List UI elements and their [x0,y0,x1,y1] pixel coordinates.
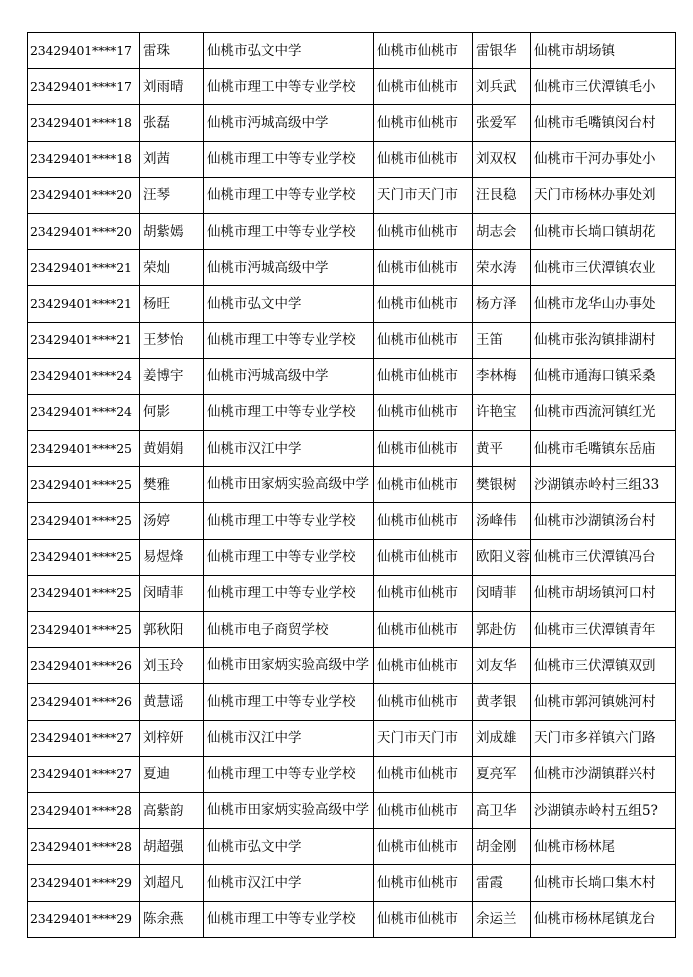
table-row [28,431,676,467]
student-id-cell: 23429401****27 [28,756,140,792]
student-name-cell: 姜博宇 [140,358,204,394]
student-id-cell: 23429401****25 [28,575,140,611]
table-row [28,612,676,648]
table-row [28,539,676,575]
address-cell: 仙桃市长埫口镇胡花 [531,213,676,249]
student-name-cell: 高紫韵 [140,792,204,828]
school-cell: 仙桃市汉江中学 [204,720,374,756]
student-id-cell: 23429401****29 [28,901,140,937]
student-id-cell: 23429401****25 [28,612,140,648]
address-cell: 仙桃市杨林尾 [531,829,676,865]
guardian-cell: 许艳宝 [473,394,531,430]
address-cell: 仙桃市三伏潭镇毛小 [531,69,676,105]
region-cell: 仙桃市仙桃市 [374,358,473,394]
guardian-cell: 王笛 [473,322,531,358]
table-row [28,865,676,901]
school-cell: 仙桃市沔城高级中学 [204,105,374,141]
student-id-cell: 23429401****25 [28,503,140,539]
school-cell: 仙桃市理工中等专业学校 [204,394,374,430]
table-row [28,322,676,358]
guardian-cell: 郭赴仿 [473,612,531,648]
student-id-cell: 23429401****17 [28,33,140,69]
region-cell: 仙桃市仙桃市 [374,539,473,575]
address-cell: 仙桃市胡场镇河口村 [531,575,676,611]
address-cell: 仙桃市龙华山办事处 [531,286,676,322]
guardian-cell: 荣水涛 [473,250,531,286]
address-cell: 仙桃市杨林尾镇龙台 [531,901,676,937]
guardian-cell: 雷霞 [473,865,531,901]
region-cell: 仙桃市仙桃市 [374,141,473,177]
student-name-cell: 汪琴 [140,177,204,213]
student-name-cell: 刘雨晴 [140,69,204,105]
guardian-cell: 汤峰伟 [473,503,531,539]
student-name-cell: 刘超凡 [140,865,204,901]
student-id-cell: 23429401****26 [28,648,140,684]
school-cell: 仙桃市理工中等专业学校 [204,141,374,177]
region-cell: 天门市天门市 [374,720,473,756]
table-row [28,575,676,611]
student-id-cell: 23429401****21 [28,322,140,358]
school-cell: 仙桃市汉江中学 [204,865,374,901]
student-id-cell: 23429401****18 [28,105,140,141]
school-cell: 仙桃市田家炳实验高级中学 [204,467,374,503]
student-id-cell: 23429401****21 [28,250,140,286]
region-cell: 仙桃市仙桃市 [374,213,473,249]
region-cell: 仙桃市仙桃市 [374,250,473,286]
table-row [28,901,676,937]
school-cell: 仙桃市理工中等专业学校 [204,575,374,611]
guardian-cell: 余运兰 [473,901,531,937]
guardian-cell: 刘双权 [473,141,531,177]
student-id-cell: 23429401****18 [28,141,140,177]
school-cell: 仙桃市弘文中学 [204,33,374,69]
table-row [28,648,676,684]
student-name-cell: 雷珠 [140,33,204,69]
guardian-cell: 刘友华 [473,648,531,684]
guardian-cell: 欧阳义蓉 [473,539,531,575]
student-name-cell: 胡超强 [140,829,204,865]
guardian-cell: 闵晴菲 [473,575,531,611]
address-cell: 仙桃市张沟镇排湖村 [531,322,676,358]
region-cell: 仙桃市仙桃市 [374,394,473,430]
school-cell: 仙桃市理工中等专业学校 [204,213,374,249]
student-name-cell: 夏迪 [140,756,204,792]
student-id-cell: 23429401****20 [28,213,140,249]
school-cell: 仙桃市弘文中学 [204,829,374,865]
address-cell: 仙桃市三伏潭镇冯台 [531,539,676,575]
region-cell: 仙桃市仙桃市 [374,648,473,684]
region-cell: 仙桃市仙桃市 [374,286,473,322]
region-cell: 仙桃市仙桃市 [374,69,473,105]
school-cell: 仙桃市沔城高级中学 [204,250,374,286]
student-id-cell: 23429401****27 [28,720,140,756]
student-id-cell: 23429401****26 [28,684,140,720]
region-cell: 仙桃市仙桃市 [374,865,473,901]
school-cell: 仙桃市沔城高级中学 [204,358,374,394]
region-cell: 仙桃市仙桃市 [374,575,473,611]
region-cell: 仙桃市仙桃市 [374,105,473,141]
student-name-cell: 杨旺 [140,286,204,322]
guardian-cell: 张爱军 [473,105,531,141]
address-cell: 沙湖镇赤岭村三组33 [531,467,676,503]
guardian-cell: 雷银华 [473,33,531,69]
student-name-cell: 闵晴菲 [140,575,204,611]
region-cell: 仙桃市仙桃市 [374,829,473,865]
student-id-cell: 23429401****20 [28,177,140,213]
school-cell: 仙桃市电子商贸学校 [204,612,374,648]
address-cell: 仙桃市三伏潭镇农业 [531,250,676,286]
address-cell: 仙桃市胡场镇 [531,33,676,69]
region-cell: 仙桃市仙桃市 [374,792,473,828]
guardian-cell: 黄孝银 [473,684,531,720]
school-cell: 仙桃市汉江中学 [204,431,374,467]
region-cell: 仙桃市仙桃市 [374,322,473,358]
guardian-cell: 李林梅 [473,358,531,394]
address-cell: 仙桃市干河办事处小 [531,141,676,177]
student-id-cell: 23429401****28 [28,829,140,865]
table-row [28,467,676,503]
student-id-cell: 23429401****25 [28,539,140,575]
address-cell: 仙桃市通海口镇采桑 [531,358,676,394]
school-cell: 仙桃市理工中等专业学校 [204,756,374,792]
student-id-cell: 23429401****24 [28,358,140,394]
region-cell: 仙桃市仙桃市 [374,33,473,69]
student-name-cell: 何影 [140,394,204,430]
student-name-cell: 黄娟娟 [140,431,204,467]
address-cell: 天门市多祥镇六门路 [531,720,676,756]
region-cell: 天门市天门市 [374,177,473,213]
region-cell: 仙桃市仙桃市 [374,467,473,503]
region-cell: 仙桃市仙桃市 [374,684,473,720]
table-row [28,286,676,322]
table-row [28,141,676,177]
table-body [28,33,676,938]
table-row [28,756,676,792]
region-cell: 仙桃市仙桃市 [374,612,473,648]
table-row [28,250,676,286]
address-cell: 仙桃市沙湖镇群兴村 [531,756,676,792]
table-row [28,503,676,539]
student-id-cell: 23429401****25 [28,467,140,503]
address-cell: 仙桃市毛嘴镇东岳庙 [531,431,676,467]
table-row [28,69,676,105]
student-id-cell: 23429401****17 [28,69,140,105]
guardian-cell: 汪艮稳 [473,177,531,213]
address-cell: 仙桃市三伏潭镇青年 [531,612,676,648]
school-cell: 仙桃市田家炳实验高级中学 [204,648,374,684]
region-cell: 仙桃市仙桃市 [374,503,473,539]
student-name-cell: 张磊 [140,105,204,141]
table-row [28,792,676,828]
student-name-cell: 陈余燕 [140,901,204,937]
student-name-cell: 胡紫嫣 [140,213,204,249]
student-id-cell: 23429401****21 [28,286,140,322]
school-cell: 仙桃市田家炳实验高级中学 [204,792,374,828]
school-cell: 仙桃市理工中等专业学校 [204,539,374,575]
guardian-cell: 刘兵武 [473,69,531,105]
school-cell: 仙桃市理工中等专业学校 [204,322,374,358]
table-row [28,684,676,720]
student-name-cell: 樊雅 [140,467,204,503]
student-name-cell: 刘茜 [140,141,204,177]
address-cell: 仙桃市郭河镇姚河村 [531,684,676,720]
guardian-cell: 胡志会 [473,213,531,249]
school-cell: 仙桃市理工中等专业学校 [204,69,374,105]
school-cell: 仙桃市理工中等专业学校 [204,684,374,720]
region-cell: 仙桃市仙桃市 [374,756,473,792]
school-cell: 仙桃市理工中等专业学校 [204,177,374,213]
address-cell: 仙桃市西流河镇红光 [531,394,676,430]
guardian-cell: 胡金刚 [473,829,531,865]
guardian-cell: 樊银树 [473,467,531,503]
region-cell: 仙桃市仙桃市 [374,901,473,937]
table-row [28,213,676,249]
table-row [28,105,676,141]
student-name-cell: 刘玉玲 [140,648,204,684]
student-name-cell: 易煜烽 [140,539,204,575]
guardian-cell: 杨方泽 [473,286,531,322]
table-row [28,720,676,756]
student-name-cell: 汤婷 [140,503,204,539]
student-id-cell: 23429401****25 [28,431,140,467]
table-row [28,177,676,213]
guardian-cell: 刘成雄 [473,720,531,756]
student-name-cell: 王梦怡 [140,322,204,358]
student-name-cell: 荣灿 [140,250,204,286]
address-cell: 仙桃市三伏潭镇双剅 [531,648,676,684]
address-cell: 仙桃市长埫口集木村 [531,865,676,901]
table-row [28,829,676,865]
guardian-cell: 高卫华 [473,792,531,828]
student-id-cell: 23429401****28 [28,792,140,828]
student-id-cell: 23429401****29 [28,865,140,901]
table-row [28,358,676,394]
region-cell: 仙桃市仙桃市 [374,431,473,467]
school-cell: 仙桃市弘文中学 [204,286,374,322]
student-id-cell: 23429401****24 [28,394,140,430]
school-cell: 仙桃市理工中等专业学校 [204,503,374,539]
address-cell: 天门市杨林办事处刘 [531,177,676,213]
address-cell: 仙桃市毛嘴镇闵台村 [531,105,676,141]
table-row [28,33,676,69]
school-cell: 仙桃市理工中等专业学校 [204,901,374,937]
student-table [27,32,676,938]
student-name-cell: 黄慧谣 [140,684,204,720]
guardian-cell: 黄平 [473,431,531,467]
student-name-cell: 郭秋阳 [140,612,204,648]
address-cell: 沙湖镇赤岭村五组5? [531,792,676,828]
address-cell: 仙桃市沙湖镇汤台村 [531,503,676,539]
guardian-cell: 夏亮军 [473,756,531,792]
table-row [28,394,676,430]
student-name-cell: 刘梓妍 [140,720,204,756]
